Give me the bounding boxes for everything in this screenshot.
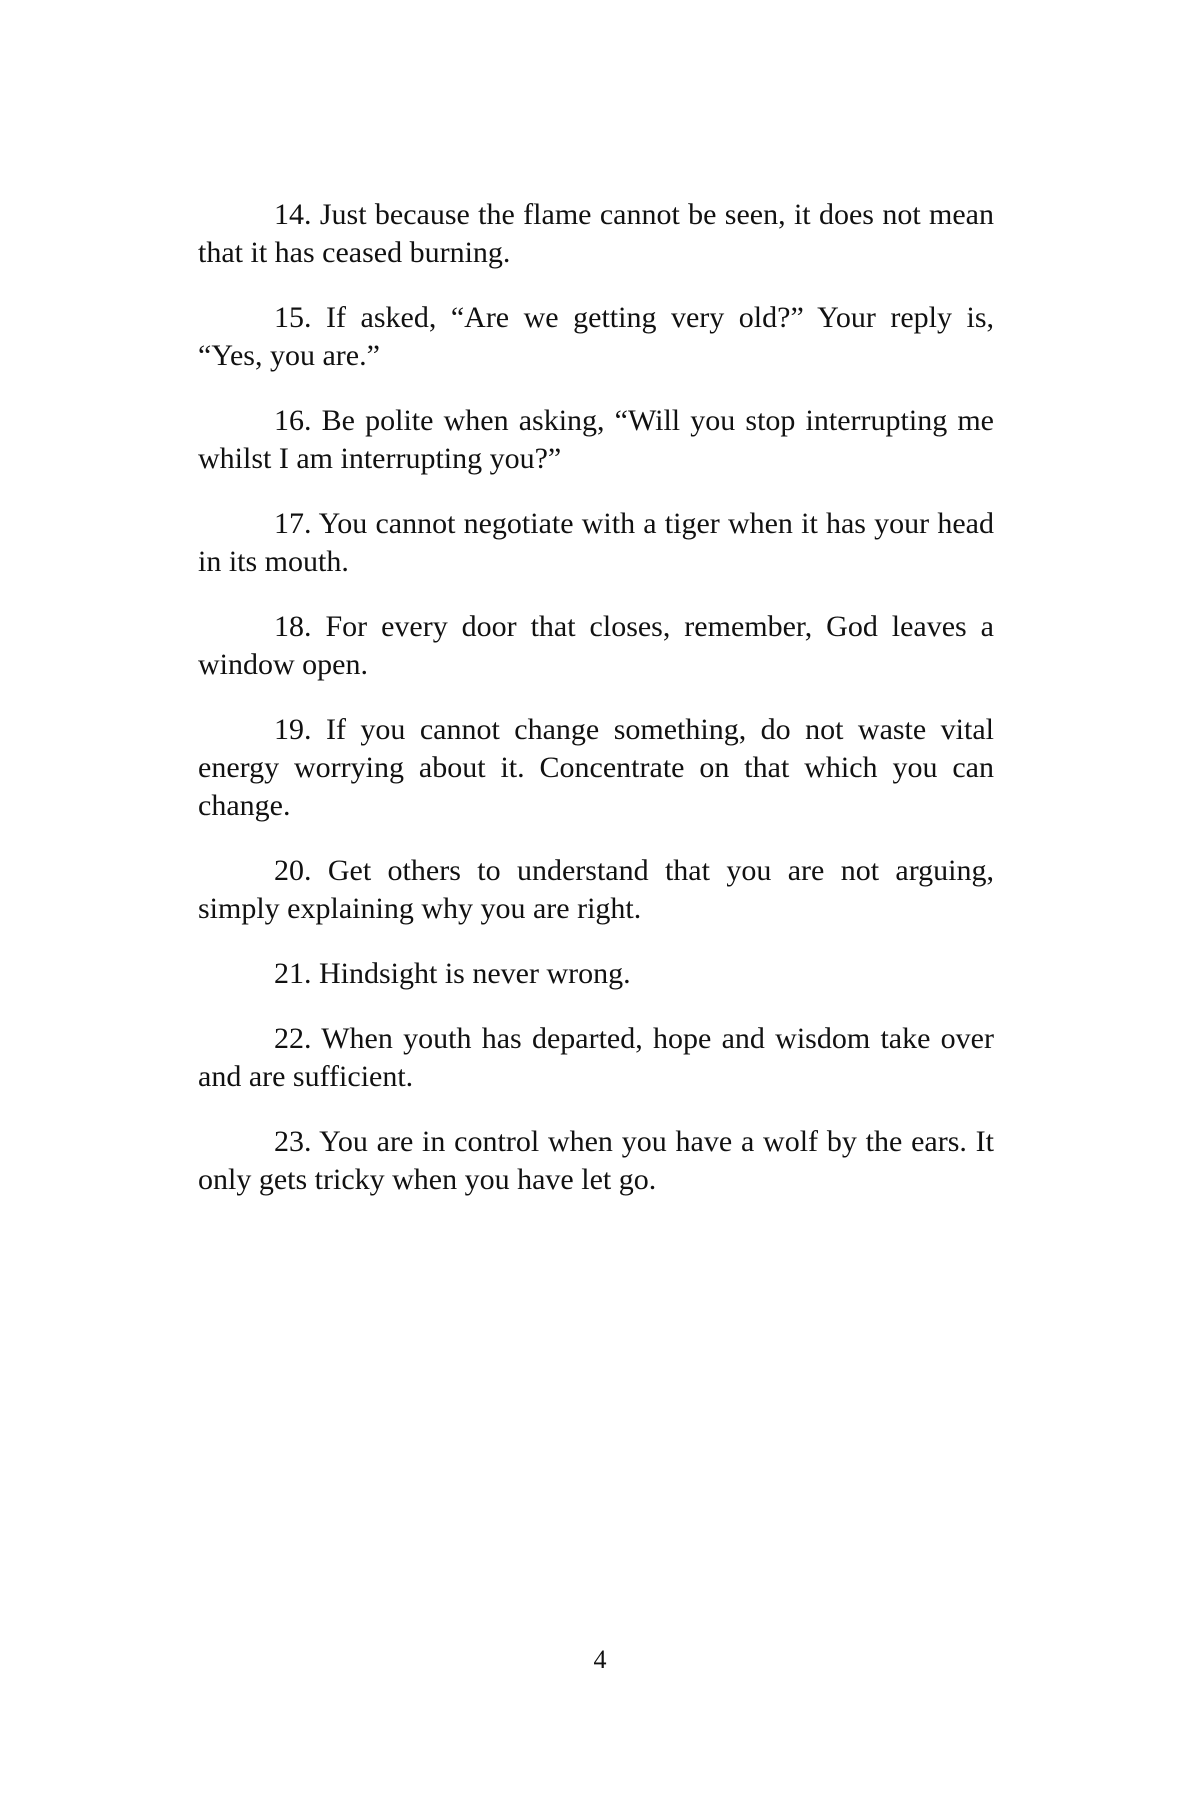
list-item: 20. Get others to understand that you are not arguing, simply explaining why you are right. xyxy=(198,854,994,925)
list-item: 21. Hindsight is never wrong. xyxy=(274,957,631,990)
numbered-list xyxy=(198,196,994,1226)
list-item: 22. When youth has departed, hope and wisdom take over and are sufficient. xyxy=(198,1022,994,1093)
list-item: 19. If you cannot change something, do not waste vital energy worrying about it. Concentrate on that which you can change. xyxy=(198,713,994,822)
list-item: 17. You cannot negotiate with a tiger when it has your head in its mouth. xyxy=(198,507,994,578)
list-item: 14. Just because the flame cannot be seen, it does not mean that it has ceased burning. xyxy=(198,198,994,269)
list-item: 16. Be polite when asking, “Will you stop interrupting me whilst I am interrupting you?” xyxy=(198,404,994,475)
page-number: 4 xyxy=(593,1645,607,1674)
list-item: 23. You are in control when you have a wolf by the ears. It only gets tricky when you have let go. xyxy=(198,1125,994,1196)
list-item: 18. For every door that closes, remember, God leaves a window open. xyxy=(198,610,994,681)
list-item: 15. If asked, “Are we getting very old?” Your reply is, “Yes, you are.” xyxy=(198,301,994,372)
